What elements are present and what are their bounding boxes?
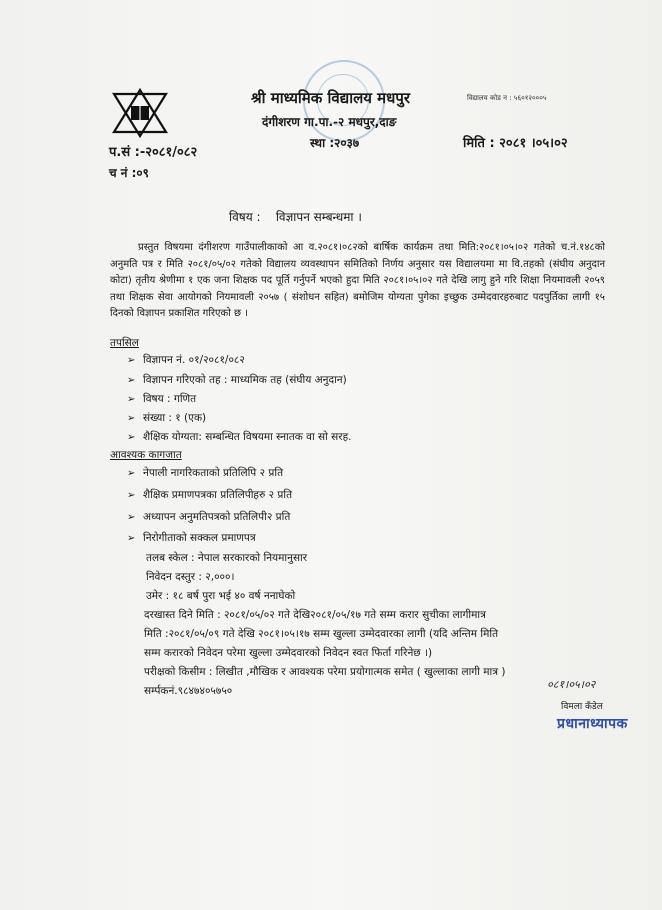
list-item: ➢ विषय : गणित: [127, 393, 197, 405]
arrow-bullet-icon: ➢: [127, 394, 136, 405]
list-item: ➢ संख्या : १ (एक): [127, 412, 207, 424]
arrow-bullet-icon: ➢: [127, 375, 136, 386]
arrow-bullet-icon: ➢: [127, 432, 136, 443]
handwritten-signature: ०८१।०५।०२: [547, 678, 596, 691]
school-address: दंगीशरण गा.पा.-२ मधपुर,दाङ: [262, 115, 397, 129]
subject-label: विषय :: [229, 210, 261, 224]
list-item: ➢ विज्ञापन गरिएको तह : माध्यमिक तह (संघीय अनुदान): [127, 374, 347, 386]
body-paragraph: प्रस्तुत विषयमा दंगीशरण गाउँपालीकाको आ व.२०८१।०८२को बार्षिक कार्यक्रम तथा मिति:२०८१।०५।०२ गतेको च.नं.१४८को अनुमति पत्र र मिति २०८१/०५/०२ गतेको विद्यालय व्यवस्थापन समितिको निर्णय अनुसार यस विद्यालयमा मा वि.तहको (संघीय अनुदान कोटा) तृतीय श्रेणीमा १ एक जना शिक्षक पद पूर्ति गर्नुपर्ने भएको हुदा मिति २०८१।०५।०२ गते देखि लागु हुने गरि शिक्षा नियमावली २०५९ तथा शिक्षक सेवा आयोगको नियमावली २०५७ ( संशोधन सहित) बमोजिम योग्यता पुगेका इच्छुक उम्मेदवारहरुबाट पदपुर्तिका लागी १५ दिनको विज्ञापन प्रकाशित गरिएको छ ।: [110, 242, 605, 320]
subject-value: विज्ञापन सम्बन्धमा ।: [275, 210, 362, 224]
principal-stamp: प्रधानाध्यापक: [557, 716, 628, 732]
letter-date: मिति : २०८१ ।०५।०२: [463, 136, 568, 151]
arrow-bullet-icon: ➢: [127, 533, 136, 544]
salary-scale: तलब स्केल : नेपाल सरकारको नियमानुसार: [146, 552, 308, 564]
established-year: स्था :२०३७: [310, 136, 360, 150]
list-item: ➢ निरोगीताको सक्कल प्रमाणपत्र: [127, 532, 256, 544]
list-item: ➢ विज्ञापन नं. ०१/२०८१/०८२: [127, 354, 245, 366]
application-fee: निवेदन दस्तुर : २,०००।: [146, 571, 235, 583]
exam-type: परीक्षको किसीम : लिखीत ,मौखिक र आवश्यक परेमा प्रयोगात्मक समेत ( खुल्लाका लागी मात्र ): [144, 666, 506, 678]
application-note: सम्म करारको निवेदन परेमा खुल्ला उम्मेदवारको निवेदन स्वत फिर्ता गरिनेछ ।): [144, 647, 433, 659]
application-dates: दरखास्त दिने मिति : २०८१/०५/०२ गते देखि२०८१/०५/१७ गते सम्म करार सुचीका लागीमात्र: [144, 609, 486, 621]
age-requirement: उमेर : १८ बर्ष पुरा भई ४० वर्ष ननाघेको: [146, 590, 296, 602]
school-code: विद्यालय कोड न : ५६०१२०००५: [467, 94, 547, 102]
list-item: ➢ शैक्षिक प्रमाणपत्रका प्रतिलिपीहरु २ प्रति: [127, 489, 293, 501]
list-item: ➢ अध्यापन अनुमतिपत्रको प्रतिलिपी२ प्रति: [127, 511, 291, 523]
nepal-emblem-icon: [112, 88, 168, 138]
details-heading: तपसिल: [110, 337, 139, 349]
application-dates-open: मिति :२०८१/०५/०९ गते देखि २०८१।०५।१७ सम्म खुल्ला उम्मेदवारका लागी (यदि अन्तिम मिति: [144, 628, 499, 640]
contact-number: सर्म्पकनं.९८४७४०५७५०: [144, 685, 233, 697]
arrow-bullet-icon: ➢: [127, 512, 136, 523]
list-item: ➢ नेपाली नागरिकताको प्रतिलिपि २ प्रति: [127, 467, 284, 479]
signer-name: विमला कँडेल: [561, 702, 603, 712]
arrow-bullet-icon: ➢: [127, 355, 136, 366]
arrow-bullet-icon: ➢: [127, 468, 136, 479]
school-name: श्री माध्यमिक विद्यालय मधपुर: [251, 89, 411, 107]
reference-number: प.सं :-२०८१/०८२: [109, 145, 198, 160]
arrow-bullet-icon: ➢: [127, 413, 136, 424]
subject-line: [229, 208, 362, 225]
dispatch-number: च नं :०९: [109, 166, 149, 180]
list-item: ➢ शैक्षिक योग्यता: सम्बन्धित विषयमा स्नातक वा सो सरह.: [127, 431, 352, 443]
arrow-bullet-icon: ➢: [127, 490, 136, 501]
documents-heading: आवश्यक कागजात: [110, 449, 182, 461]
